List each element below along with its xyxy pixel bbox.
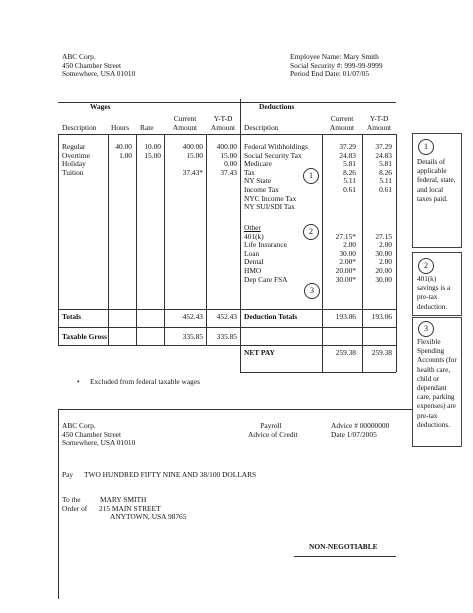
tax-ytd-value: 5.81 [379,159,392,169]
callout-marker-3: 3 [304,283,320,299]
totals-bottom-rule [58,327,396,328]
payee-street: 215 MAIN STREET [99,503,161,513]
totals-top-rule [58,309,396,310]
other-current-value: 30.00* [335,274,356,284]
callout-box-2 [412,252,462,316]
tax-description: NY State [244,176,272,186]
other-description: 401(k) [244,231,264,241]
taxable-gross-current: 335.85 [182,332,203,341]
pay-label: Pay [62,470,74,479]
period-end-date: Period End Date: 01/07/05 [290,69,370,79]
tax-current-value: 5.81 [343,159,356,169]
non-negotiable-label: NON-NEGOTIABLE [309,542,378,551]
footnote-bullet: • [77,377,80,386]
other-current-value: 20.00* [335,265,356,275]
wage-description: Tuition [62,167,84,177]
callout-box-1-number: 1 [418,139,434,155]
wage-hours: 1.00 [119,150,132,160]
employer-address [62,53,135,79]
tax-ytd [362,143,392,195]
wage-current: 400.00 [182,142,203,151]
other-descriptions [244,224,288,284]
wage-hours: 40.00 [115,142,132,151]
wage-description: Holiday [62,159,86,169]
tax-description: Income Tax [244,184,279,194]
wages-col-current: Current Amount [172,114,198,132]
employee-ssn: Social Security #: 999-99-9999 [290,60,383,70]
taxable-gross-label: Taxable Gross [62,332,107,341]
payee-city: ANYTOWN, USA 98765 [110,512,187,522]
netpay-bottom-rule [240,372,396,373]
wages-col-description: Description [62,123,97,132]
table-left-rule [58,134,59,346]
other-current-value: 2.00 [343,240,356,250]
wage-description: Regular [62,142,86,151]
table-divider [240,99,241,373]
employer-city: Somewhere, USA 01010 [62,69,136,79]
advice-date: Date 1/07/2005 [331,429,377,439]
tax-current-value: 24.83 [339,150,356,160]
advice-company-name: ABC Corp. [62,421,96,430]
other-ytd-value: 27.15 [375,231,392,241]
other-ytd [362,233,392,285]
payee-name: MARY SMITH [100,495,147,504]
advice-payroll-label: Payroll [260,421,282,430]
wage-ytd: 400.00 [216,142,237,151]
advice-number: Advice # 00000000 [331,421,390,430]
tax-description: Medicare [244,159,272,169]
col-rule-rate [136,134,137,346]
other-label: Other [244,223,261,232]
tax-current-value: 37.29 [339,142,356,151]
totals-label: Totals [62,312,82,321]
other-description: Dental [244,257,264,267]
other-ytd-value: 30.00 [375,274,392,284]
wages-col-rate: Rate [140,123,154,132]
wage-description: Overtime [62,150,90,160]
other-ytd-value: 20.00 [375,265,392,275]
employee-name: Employee Name: Mary Smith [290,52,379,61]
wage-ytd: 0.00 [224,159,237,169]
pay-amount-words: TWO HUNDRED FIFTY NINE AND 38/100 DOLLARS [84,470,257,479]
deductions-col-current: Current Amount [329,114,355,132]
advice-number-block [331,422,389,439]
deductions-col-description: Description [244,123,279,132]
to-the-order-of: To the Order of [62,495,88,513]
other-description: Life Insurance [244,240,287,250]
tax-description: NYC Income Tax [244,193,297,203]
signature-line [294,556,396,557]
wage-rate: 15.00 [144,150,161,160]
tax-description: Social Security Tax [244,150,302,160]
other-description: Dep Care FSA [244,274,288,284]
totals-wages-current: 452.43 [182,312,203,321]
net-pay-label: NET PAY [244,348,275,357]
advice-credit-label: Advice of Credit [248,429,298,439]
tax-ytd-value: 5.11 [379,176,392,186]
callout-note-1: Details of applicable federal, state, and local taxes paid. [417,158,456,203]
totals-wages-ytd: 452.43 [216,312,237,321]
tax-description: Tax [244,167,255,177]
tax-ytd-value: 24.83 [375,150,392,160]
wages-descriptions [62,143,90,177]
tax-description: NY SUI/SDI Tax [244,202,295,212]
callout-box-3 [412,317,462,447]
employee-info [290,53,383,79]
other-current-value: 2.00* [339,257,356,267]
callout-box-3-number: 3 [418,321,434,337]
advice-company-street: 450 Chamber Street [62,429,122,439]
tax-current [322,143,356,195]
callout-note-2: 401(k) savings is a pre-tax deduction. [417,275,451,311]
other-current [322,233,356,285]
footnote: Excluded from federal taxable wages [90,377,200,386]
other-ytd-value: 2.00 [379,240,392,250]
tax-current-value: 0.61 [343,184,356,194]
wage-current: 15.00 [186,150,203,160]
other-current-value: 27.15* [335,231,356,241]
other-ytd-value: 30.00 [375,248,392,258]
other-description: HMO [244,265,262,275]
net-pay-ytd: 259.38 [371,348,392,357]
wage-current: 37.43* [182,167,203,177]
taxable-gross-ytd: 335.85 [216,332,237,341]
table-right-rule [396,134,397,372]
callout-box-1 [412,133,462,248]
net-pay-current: 259.38 [335,348,356,357]
wages-title: Wages [90,102,111,111]
callout-note-3: Flexible Spending Accounts (for health care, child or dependant care, parking expenses) are pre-tax deductions. [417,338,457,429]
deductions-col-ytd: Y-T-D Amount [366,114,392,132]
tax-current-value: 5.11 [343,176,356,186]
deductions-title: Deductions [259,102,295,111]
wage-ytd: 37.43 [220,167,237,177]
advice-top-rule [58,409,412,410]
payee-address [100,496,186,522]
callout-marker-1: 1 [303,168,319,184]
deduction-totals-current: 193.06 [335,312,356,321]
taxable-bottom-rule [58,345,396,346]
callout-marker-2: 2 [303,224,319,240]
deduction-totals-label: Deduction Totals [244,312,298,321]
tax-ytd-value: 37.29 [375,142,392,151]
wages-rates [136,143,161,160]
other-ytd-value: 2.00 [379,257,392,267]
wage-rate: 10.00 [144,142,161,151]
header-bottom-rule [58,134,396,135]
callout-box-2-number: 2 [418,258,434,274]
employer-name: ABC Corp. [62,52,96,61]
tax-ytd-value: 0.61 [379,184,392,194]
other-description: Loan [244,248,260,258]
tax-current-value: 8.26 [343,167,356,177]
advice-payroll [248,421,298,439]
col-rule-hours [108,134,109,346]
tax-description: Federal Withholdings [244,142,308,151]
advice-company-city: Somewhere, USA 01010 [62,438,136,448]
wages-col-hours: Hours [111,123,130,132]
advice-left-rule [58,409,59,599]
tax-ytd-value: 8.26 [379,167,392,177]
advice-company [62,422,135,448]
tax-descriptions [244,143,308,212]
wages-current [164,143,203,177]
other-current-value: 30.00 [339,248,356,258]
wages-col-ytd: Y-T-D Amount [210,114,236,132]
wages-ytd [206,143,237,177]
wages-hours [108,143,132,160]
deduction-totals-ytd: 193.06 [371,312,392,321]
wage-ytd: 15.00 [220,150,237,160]
employer-street: 450 Chamber Street [62,60,122,70]
